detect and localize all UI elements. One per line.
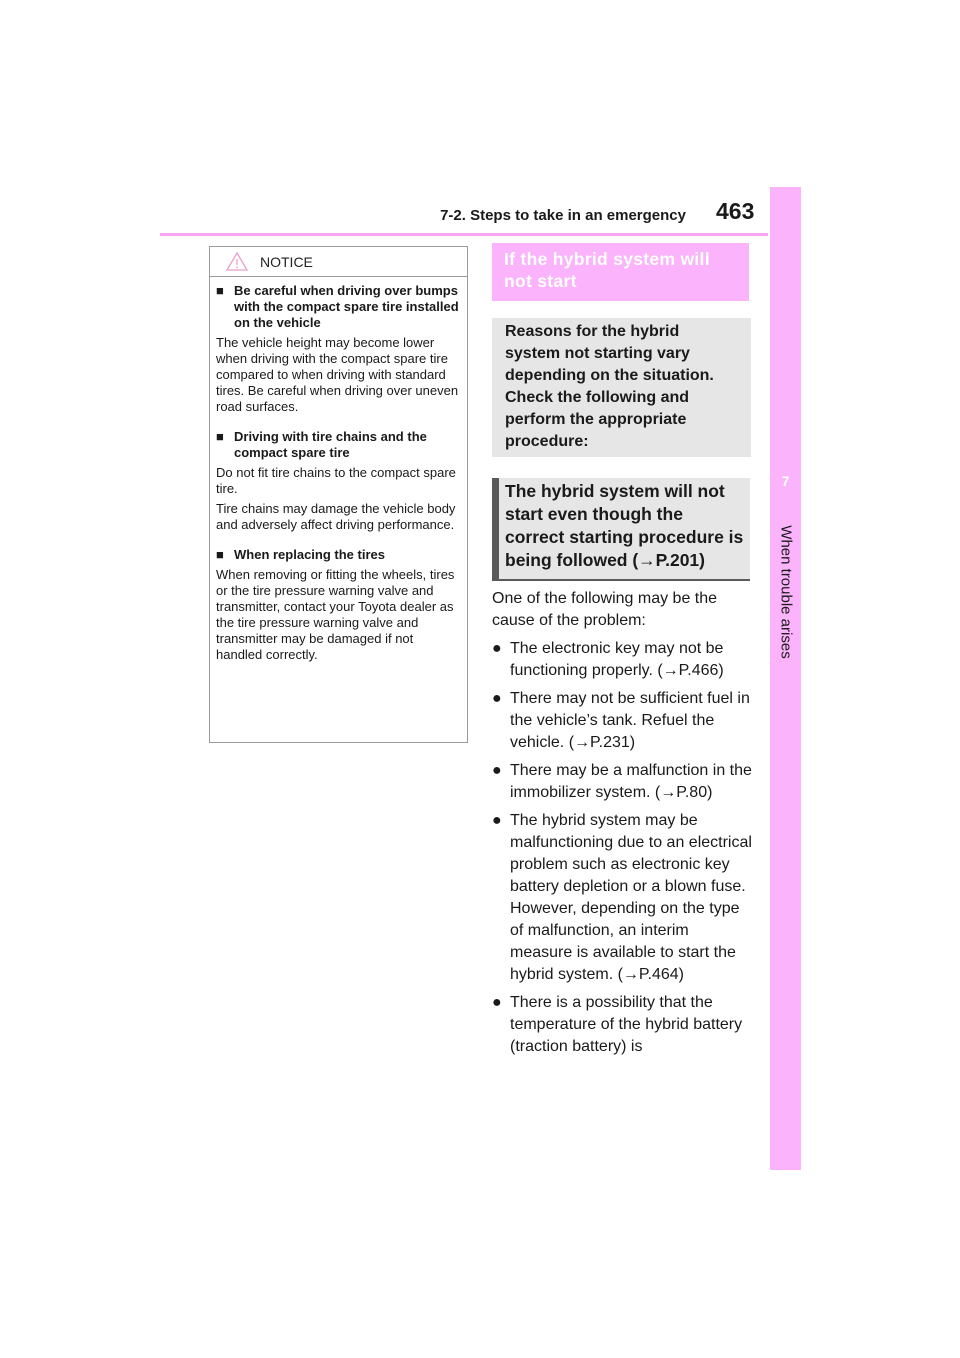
square-bullet-icon: ■ xyxy=(216,547,224,562)
notice-label: NOTICE xyxy=(260,254,313,270)
list-item: ● The electronic key may not be functioning properly. (→P.466) xyxy=(492,638,754,682)
notice-paragraph: When removing or fitting the wheels, tires or the tire pressure warning valve and transmitter, contact your Toyota dealer as the tire pressure warning valve and transmitter may be damaged if not handled correctly. xyxy=(216,567,455,662)
lead-paragraph: One of the following may be the cause of the problem: xyxy=(492,590,718,629)
notice-body xyxy=(210,277,467,663)
notice-paragraph: The vehicle height may become lower when driving with the compact spare tire compared to when driving with standard tires. Be careful when driving over uneven road surfaces. xyxy=(216,335,459,414)
list-item: ● The hybrid system may be malfunctioning due to an electrical problem such as electronic key battery depletion or a blown fuse. However, depending on the type of malfunction, an interim measure is available to start the hybrid system. (→P.464) xyxy=(492,810,754,986)
notice-box xyxy=(209,246,468,743)
notice-paragraph: Do not fit tire chains to the compact spare tire. xyxy=(216,465,456,496)
square-bullet-icon: ■ xyxy=(216,283,224,298)
list-item: ● There is a possibility that the temperature of the hybrid battery (traction battery) is xyxy=(492,992,754,1058)
sub-heading: The hybrid system will not start even though the correct starting procedure is being followed (→P.201) xyxy=(492,478,750,581)
notice-paragraph: Tire chains may damage the vehicle body and adversely affect driving performance. xyxy=(216,501,456,532)
chapter-number: 7 xyxy=(781,473,790,489)
bullet-icon: ● xyxy=(492,994,502,1011)
square-bullet-icon: ■ xyxy=(216,429,224,444)
notice-section-heading: ■ When replacing the tires xyxy=(216,547,385,562)
body-column xyxy=(492,588,754,1064)
bullet-icon: ● xyxy=(492,762,502,779)
chapter-side-tab[interactable] xyxy=(770,187,801,1170)
bullet-icon: ● xyxy=(492,640,502,657)
bullet-icon: ● xyxy=(492,812,502,829)
chapter-title: When trouble arises xyxy=(777,525,795,659)
list-item: ● There may be a malfunction in the immobilizer system. (→P.80) xyxy=(492,760,754,804)
section-title: 7-2. Steps to take in an emergency xyxy=(440,207,686,224)
header-divider xyxy=(160,233,768,236)
notice-section-heading: ■ Driving with tire chains and the compact spare tire xyxy=(216,429,427,460)
intro-box: Reasons for the hybrid system not starting vary depending on the situation. Check the following and perform the appropriate procedure: xyxy=(492,318,751,457)
warning-triangle-icon xyxy=(226,252,248,276)
notice-section-heading: ■ Be careful when driving over bumps with the compact spare tire installed on the vehicle xyxy=(216,283,459,330)
section-heading: If the hybrid system will not start xyxy=(492,243,749,301)
list-item: ● There may not be sufficient fuel in the vehicle’s tank. Refuel the vehicle. (→P.231) xyxy=(492,688,754,754)
page-number: 463 xyxy=(716,198,755,224)
notice-header xyxy=(210,247,467,277)
bullet-icon: ● xyxy=(492,690,502,707)
